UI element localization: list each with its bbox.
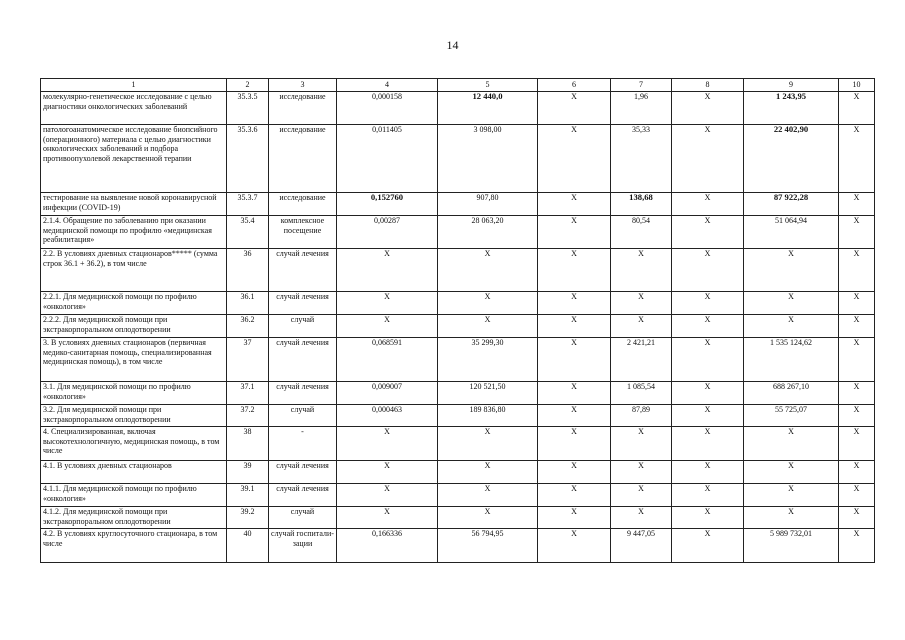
- cell-value: X: [744, 507, 839, 529]
- cell-value: 5 989 732,01: [744, 529, 839, 563]
- cell-value: X: [611, 292, 672, 315]
- row-name: 3. В условиях дневных стационаров (первичная медико-санитарная помощь, специализированная медицинская помощь), в том числе: [41, 338, 227, 382]
- row-name: тестирование на выявление новой коронавирусной инфекции (COVID-19): [41, 193, 227, 216]
- cell-value: X: [672, 249, 744, 292]
- cell-value: 138,68: [611, 193, 672, 216]
- cell-value: X: [438, 315, 538, 338]
- table-row: [41, 461, 875, 484]
- cell-value: X: [438, 427, 538, 461]
- table-row: [41, 382, 875, 405]
- cell-value: X: [839, 193, 875, 216]
- page-number: 14: [446, 38, 459, 52]
- row-unit: случай лечения: [269, 484, 337, 507]
- table-row: [41, 193, 875, 216]
- cell-value: X: [538, 529, 611, 563]
- cell-value: 51 064,94: [744, 216, 839, 249]
- cell-value: X: [839, 427, 875, 461]
- cell-value: X: [839, 484, 875, 507]
- cell-value: 189 836,80: [438, 405, 538, 427]
- column-number: 2: [227, 79, 269, 92]
- row-unit: случай лечения: [269, 249, 337, 292]
- cell-value: 0,00287: [337, 216, 438, 249]
- column-number-row: [41, 79, 875, 92]
- cell-value: X: [839, 507, 875, 529]
- cell-value: X: [744, 292, 839, 315]
- table-row: [41, 216, 875, 249]
- table-row: [41, 249, 875, 292]
- cell-value: X: [337, 427, 438, 461]
- cell-value: 80,54: [611, 216, 672, 249]
- cell-value: 688 267,10: [744, 382, 839, 405]
- tariff-table: [40, 78, 875, 563]
- row-unit: исследование: [269, 125, 337, 193]
- cell-value: X: [538, 461, 611, 484]
- cell-value: X: [611, 507, 672, 529]
- table-row: [41, 427, 875, 461]
- row-name: 4. Специализированная, включая высокотехнологичную, медицинская помощь, в том числе: [41, 427, 227, 461]
- cell-value: X: [839, 338, 875, 382]
- row-code: 36: [227, 249, 269, 292]
- cell-value: X: [744, 315, 839, 338]
- cell-value: 0,152760: [337, 193, 438, 216]
- cell-value: X: [538, 405, 611, 427]
- cell-value: 35,33: [611, 125, 672, 193]
- row-name: 4.1.2. Для медицинской помощи при экстракорпоральном оплодотворении: [41, 507, 227, 529]
- row-code: 40: [227, 529, 269, 563]
- cell-value: X: [611, 315, 672, 338]
- cell-value: X: [611, 249, 672, 292]
- cell-value: X: [672, 382, 744, 405]
- cell-value: 1 535 124,62: [744, 338, 839, 382]
- cell-value: X: [438, 507, 538, 529]
- table-row: [41, 292, 875, 315]
- column-number: 9: [744, 79, 839, 92]
- row-unit: случай лечения: [269, 292, 337, 315]
- column-number: 10: [839, 79, 875, 92]
- cell-value: X: [672, 484, 744, 507]
- row-name: молекулярно-генетическое исследование с целью диагностики онкологических заболеваний: [41, 92, 227, 125]
- row-unit: случай лечения: [269, 382, 337, 405]
- table-row: [41, 507, 875, 529]
- cell-value: 55 725,07: [744, 405, 839, 427]
- cell-value: X: [672, 507, 744, 529]
- cell-value: X: [538, 193, 611, 216]
- cell-value: X: [538, 484, 611, 507]
- cell-value: X: [839, 292, 875, 315]
- row-code: 39.2: [227, 507, 269, 529]
- row-name: 2.2.2. Для медицинской помощи при экстракорпоральном оплодотворении: [41, 315, 227, 338]
- cell-value: 28 063,20: [438, 216, 538, 249]
- row-unit: случай лечения: [269, 461, 337, 484]
- cell-value: 1,96: [611, 92, 672, 125]
- cell-value: X: [538, 315, 611, 338]
- row-code: 35.3.6: [227, 125, 269, 193]
- cell-value: X: [744, 427, 839, 461]
- cell-value: 87,89: [611, 405, 672, 427]
- row-code: 37: [227, 338, 269, 382]
- cell-value: 56 794,95: [438, 529, 538, 563]
- row-code: 36.2: [227, 315, 269, 338]
- cell-value: X: [337, 484, 438, 507]
- cell-value: X: [672, 315, 744, 338]
- cell-value: X: [337, 292, 438, 315]
- cell-value: 3 098,00: [438, 125, 538, 193]
- cell-value: 0,166336: [337, 529, 438, 563]
- row-unit: комплексное посещение: [269, 216, 337, 249]
- column-number: 3: [269, 79, 337, 92]
- row-name: патологоанатомическое исследование биопсийного (операционного) материала с целью диагностики онкологических заболеваний и подбора противоопухолевой лекарственной терапии: [41, 125, 227, 193]
- cell-value: X: [672, 461, 744, 484]
- table-row: [41, 338, 875, 382]
- cell-value: X: [839, 382, 875, 405]
- row-unit: случай: [269, 405, 337, 427]
- cell-value: 0,009007: [337, 382, 438, 405]
- row-code: 38: [227, 427, 269, 461]
- cell-value: X: [672, 125, 744, 193]
- cell-value: X: [538, 125, 611, 193]
- cell-value: X: [672, 216, 744, 249]
- row-unit: случай: [269, 315, 337, 338]
- cell-value: X: [672, 193, 744, 216]
- row-unit: случай госпитали-зации: [269, 529, 337, 563]
- table-row: [41, 529, 875, 563]
- cell-value: X: [839, 529, 875, 563]
- cell-value: X: [337, 315, 438, 338]
- cell-value: X: [611, 484, 672, 507]
- cell-value: X: [538, 92, 611, 125]
- cell-value: X: [538, 507, 611, 529]
- row-code: 37.2: [227, 405, 269, 427]
- column-number: 7: [611, 79, 672, 92]
- cell-value: X: [438, 292, 538, 315]
- row-unit: исследование: [269, 193, 337, 216]
- cell-value: 22 402,90: [744, 125, 839, 193]
- cell-value: X: [611, 461, 672, 484]
- cell-value: 2 421,21: [611, 338, 672, 382]
- column-number: 1: [41, 79, 227, 92]
- cell-value: X: [839, 125, 875, 193]
- cell-value: 9 447,05: [611, 529, 672, 563]
- row-name: 2.2. В условиях дневных стационаров***** (сумма строк 36.1 + 36.2), в том числе: [41, 249, 227, 292]
- row-code: 39: [227, 461, 269, 484]
- row-name: 4.1. В условиях дневных стационаров: [41, 461, 227, 484]
- cell-value: X: [538, 427, 611, 461]
- row-unit: -: [269, 427, 337, 461]
- row-unit: случай: [269, 507, 337, 529]
- cell-value: 35 299,30: [438, 338, 538, 382]
- cell-value: 1 243,95: [744, 92, 839, 125]
- cell-value: X: [744, 461, 839, 484]
- cell-value: X: [672, 529, 744, 563]
- cell-value: 0,068591: [337, 338, 438, 382]
- row-name: 4.1.1. Для медицинской помощи по профилю «онкология»: [41, 484, 227, 507]
- cell-value: 87 922,28: [744, 193, 839, 216]
- cell-value: 0,000463: [337, 405, 438, 427]
- row-name: 2.2.1. Для медицинской помощи по профилю «онкология»: [41, 292, 227, 315]
- cell-value: X: [839, 92, 875, 125]
- cell-value: X: [672, 92, 744, 125]
- cell-value: X: [672, 405, 744, 427]
- cell-value: 0,011405: [337, 125, 438, 193]
- cell-value: X: [672, 338, 744, 382]
- cell-value: X: [839, 405, 875, 427]
- cell-value: X: [438, 249, 538, 292]
- cell-value: X: [839, 249, 875, 292]
- column-number: 8: [672, 79, 744, 92]
- row-name: 2.1.4. Обращение по заболеванию при оказании медицинской помощи по профилю «медицинская реабилитация»: [41, 216, 227, 249]
- cell-value: X: [672, 427, 744, 461]
- cell-value: X: [839, 216, 875, 249]
- cell-value: X: [337, 249, 438, 292]
- table-row: [41, 92, 875, 125]
- row-name: 3.2. Для медицинской помощи при экстракорпоральном оплодотворении: [41, 405, 227, 427]
- row-code: 35.3.5: [227, 92, 269, 125]
- cell-value: X: [538, 249, 611, 292]
- cell-value: X: [744, 484, 839, 507]
- cell-value: X: [538, 216, 611, 249]
- row-code: 39.1: [227, 484, 269, 507]
- cell-value: X: [337, 507, 438, 529]
- cell-value: 907,80: [438, 193, 538, 216]
- table-row: [41, 125, 875, 193]
- column-number: 6: [538, 79, 611, 92]
- table-row: [41, 484, 875, 507]
- row-code: 37.1: [227, 382, 269, 405]
- column-number: 5: [438, 79, 538, 92]
- table-row: [41, 405, 875, 427]
- cell-value: X: [744, 249, 839, 292]
- cell-value: X: [672, 292, 744, 315]
- cell-value: X: [839, 461, 875, 484]
- cell-value: X: [337, 461, 438, 484]
- row-unit: случай лечения: [269, 338, 337, 382]
- table-row: [41, 315, 875, 338]
- row-name: 4.2. В условиях круглосуточного стационара, в том числе: [41, 529, 227, 563]
- row-code: 35.4: [227, 216, 269, 249]
- cell-value: X: [538, 382, 611, 405]
- cell-value: X: [438, 461, 538, 484]
- column-number: 4: [337, 79, 438, 92]
- cell-value: X: [438, 484, 538, 507]
- row-code: 35.3.7: [227, 193, 269, 216]
- cell-value: 1 085,54: [611, 382, 672, 405]
- cell-value: X: [839, 315, 875, 338]
- cell-value: X: [611, 427, 672, 461]
- cell-value: 12 440,0: [438, 92, 538, 125]
- row-code: 36.1: [227, 292, 269, 315]
- row-name: 3.1. Для медицинской помощи по профилю «онкология»: [41, 382, 227, 405]
- cell-value: X: [538, 338, 611, 382]
- cell-value: 120 521,50: [438, 382, 538, 405]
- row-unit: исследование: [269, 92, 337, 125]
- cell-value: 0,000158: [337, 92, 438, 125]
- cell-value: X: [538, 292, 611, 315]
